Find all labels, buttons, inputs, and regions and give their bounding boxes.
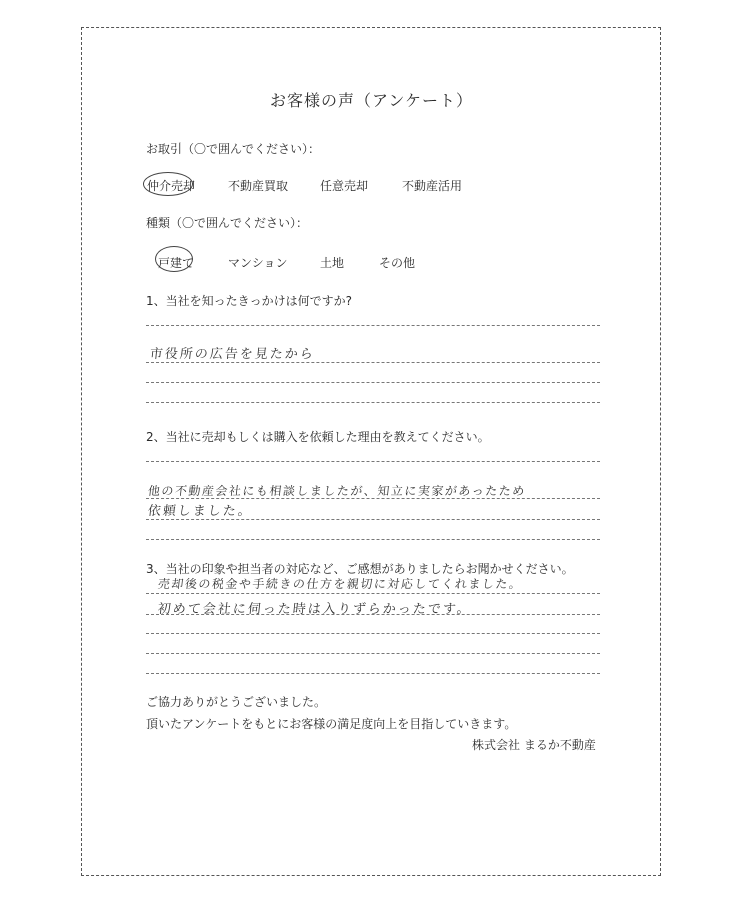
category-option-house: 戸建て bbox=[158, 256, 195, 270]
answer-line bbox=[146, 382, 600, 383]
answer-line bbox=[146, 614, 600, 615]
answer-line bbox=[146, 402, 600, 403]
page-title: お客様の声（アンケート） bbox=[270, 91, 474, 110]
transaction-option-brokerage-sale: 仲介売却 bbox=[147, 179, 196, 193]
question-2: 2、当社に売却もしくは購入を依頼した理由を教えてください。 bbox=[146, 430, 490, 444]
answer-line bbox=[146, 362, 600, 363]
closing-thanks: ご協力ありがとうございました。 bbox=[146, 695, 327, 709]
answer-line bbox=[146, 633, 600, 634]
answer-line bbox=[146, 539, 600, 540]
answer-line bbox=[146, 519, 600, 520]
transaction-label: お取引（〇で囲んでください）： bbox=[146, 142, 321, 156]
transaction-option-voluntary-sale: 任意売却 bbox=[320, 179, 369, 193]
answer-line bbox=[146, 498, 600, 499]
company-name: 株式会社 まるか不動産 bbox=[472, 738, 596, 752]
question-3: 3、当社の印象や担当者の対応など、ご感想がありましたらお聞かせください。 bbox=[146, 562, 574, 576]
answer-1-line-1: 市役所の広告を見たから bbox=[149, 347, 316, 362]
answer-line bbox=[146, 673, 600, 674]
answer-2-line-2: 依頼しました。 bbox=[147, 504, 254, 519]
category-option-other: その他 bbox=[379, 256, 416, 270]
answer-line bbox=[146, 593, 600, 594]
transaction-option-real-estate-use: 不動産活用 bbox=[402, 179, 463, 193]
category-option-land: 土地 bbox=[320, 256, 345, 270]
answer-line bbox=[146, 325, 600, 326]
closing-message: 頂いたアンケートをもとにお客様の満足度向上を目指していきます。 bbox=[146, 717, 517, 731]
answer-2-line-1: 他の不動産会社にも相談しましたが、知立に実家があったため bbox=[147, 484, 527, 498]
category-label: 種類（〇で囲んでください）： bbox=[146, 216, 309, 230]
transaction-option-real-estate-purchase: 不動産買取 bbox=[228, 179, 289, 193]
answer-3-line-1: 売却後の税金や手続きの仕方を親切に対応してくれました。 bbox=[157, 577, 524, 591]
category-option-mansion: マンション bbox=[228, 256, 288, 270]
answer-3-line-2: 初めて会社に伺った時は入りずらかったです。 bbox=[157, 602, 473, 617]
answer-line bbox=[146, 653, 600, 654]
question-1: 1、当社を知ったきっかけは何ですか? bbox=[146, 294, 353, 308]
answer-line bbox=[146, 461, 600, 462]
